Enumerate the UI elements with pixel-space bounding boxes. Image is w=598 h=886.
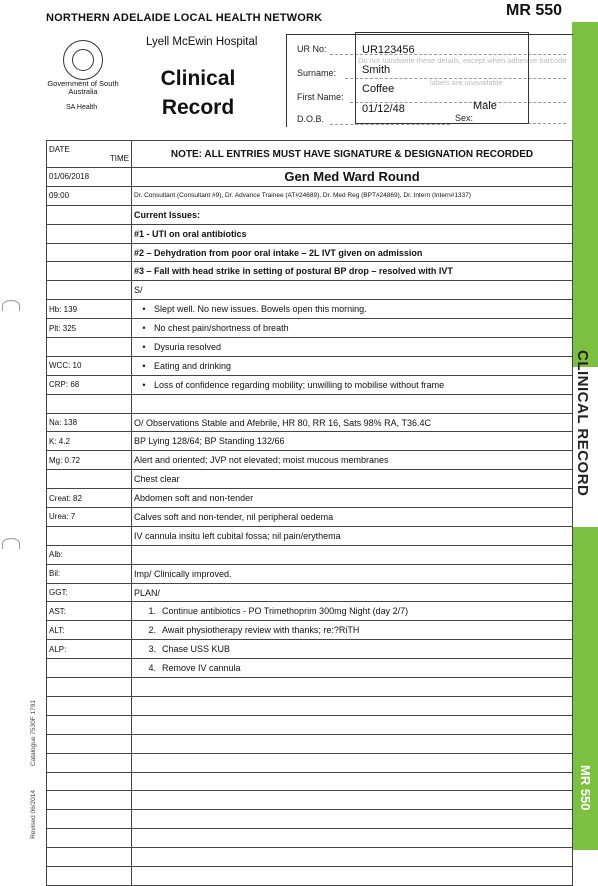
table-row <box>47 394 573 413</box>
date-header: DATE <box>49 145 70 154</box>
date-time-cell <box>47 526 132 545</box>
table-row <box>47 545 573 564</box>
bullet-icon: • <box>142 360 146 371</box>
entry-cell: PLAN/ <box>132 583 573 602</box>
title-line-1: Clinical <box>160 67 236 90</box>
entry-cell <box>132 791 573 810</box>
entry-cell <box>132 319 573 338</box>
entry-cell: O/ Observations Stable and Afebrile, HR 80, RR 16, Sats 98% RA, T36.4C <box>132 413 573 432</box>
entry-cell <box>132 753 573 772</box>
entry-cell: Chest clear <box>132 470 573 489</box>
date-time-cell: ALT: <box>47 621 132 640</box>
entry-cell: Current Issues: <box>132 205 573 224</box>
entry-text: Slept well. No new issues. Bowels open this morning. <box>154 304 367 315</box>
table-row <box>47 791 573 810</box>
table-row <box>47 678 573 697</box>
entry-text: Await physiotherapy review with thanks; re:?RiTH <box>162 625 360 636</box>
entry-cell: Dr. Consultant (Consultant #9), Dr. Advance Trainee (AT#24689), Dr. Med Reg (BPT#24869), Dr. Intern (Intern#1337) <box>132 186 573 205</box>
date-time-cell <box>47 866 132 885</box>
title-line-2: Record <box>161 96 235 119</box>
date-time-cell <box>47 678 132 697</box>
date-time-cell <box>47 470 132 489</box>
date-time-cell <box>47 394 132 413</box>
table-row <box>47 489 573 508</box>
table-row <box>47 451 573 470</box>
date-time-cell: ALP: <box>47 640 132 659</box>
bullet-icon: • <box>142 379 146 390</box>
firstname-label: First Name: <box>297 92 344 102</box>
table-row <box>47 300 573 319</box>
date-time-cell: AST: <box>47 602 132 621</box>
surname-label: Surname: <box>297 68 337 78</box>
date-time-cell: Na: 138 <box>47 413 132 432</box>
entry-cell <box>132 338 573 357</box>
table-row <box>47 508 573 527</box>
entry-cell: BP Lying 128/64; BP Standing 132/66 <box>132 432 573 451</box>
hole-punch-mark <box>2 300 20 311</box>
table-row <box>47 526 573 545</box>
date-time-cell: WCC: 10 <box>47 356 132 375</box>
date-time-cell <box>47 224 132 243</box>
table-row <box>47 753 573 772</box>
table-row <box>47 375 573 394</box>
table-row <box>47 224 573 243</box>
table-row <box>47 659 573 678</box>
entry-cell <box>132 545 573 564</box>
sa-health-label: SA Health <box>66 104 98 111</box>
sa-government-crest-icon <box>63 40 103 80</box>
table-row <box>47 205 573 224</box>
entry-cell <box>132 621 573 640</box>
date-time-cell <box>47 810 132 829</box>
date-time-cell: Hb: 139 <box>47 300 132 319</box>
instruction-text: Do not handwrite these details, except when adhesive barcode <box>358 56 567 65</box>
ur-value: UR123456 <box>362 44 415 56</box>
entry-text: Eating and drinking <box>154 360 232 371</box>
bullet-icon: • <box>142 341 146 352</box>
date-time-cell: 01/06/2018 <box>47 168 132 187</box>
entry-cell: Calves soft and non-tender, nil peripheral oedema <box>132 508 573 527</box>
catalogue-number: Catalogue 7530F 1791 <box>30 700 37 767</box>
entry-text: No chest pain/shortness of breath <box>154 323 289 334</box>
table-row <box>47 866 573 885</box>
table-row <box>47 564 573 583</box>
table-row <box>47 696 573 715</box>
table-row <box>47 772 573 791</box>
entry-cell <box>132 602 573 621</box>
date-time-cell: 09:00 <box>47 186 132 205</box>
date-time-cell: Plt: 325 <box>47 319 132 338</box>
table-row <box>47 583 573 602</box>
table-row <box>47 715 573 734</box>
table-row <box>47 432 573 451</box>
table-header-row <box>47 141 573 168</box>
date-time-cell: GGT: <box>47 583 132 602</box>
entry-text: Continue antibiotics - PO Trimethoprim 300mg Night (day 2/7) <box>162 606 409 617</box>
dob-value: 01/12/48 <box>362 103 405 115</box>
signature-note-header: NOTE: ALL ENTRIES MUST HAVE SIGNATURE & DESIGNATION RECORDED <box>132 141 573 168</box>
entry-cell: S/ <box>132 281 573 300</box>
plan-number: 2. <box>148 625 156 636</box>
date-time-cell <box>47 715 132 734</box>
entry-cell <box>132 866 573 885</box>
revision-date: Revised 06/2014 <box>30 790 37 839</box>
table-row <box>47 186 573 205</box>
table-row <box>47 621 573 640</box>
plan-number: 4. <box>148 663 156 674</box>
entry-cell <box>132 659 573 678</box>
date-time-cell: Creat: 82 <box>47 489 132 508</box>
date-time-cell <box>47 753 132 772</box>
entry-text: Dysuria resolved <box>154 341 222 352</box>
date-time-cell: Urea: 7 <box>47 508 132 527</box>
entry-cell <box>132 375 573 394</box>
government-label: Government of South Australia <box>47 79 119 96</box>
table-row <box>47 338 573 357</box>
date-time-cell: Bil: <box>47 564 132 583</box>
date-time-cell <box>47 696 132 715</box>
date-time-cell <box>47 338 132 357</box>
entry-cell <box>132 356 573 375</box>
entry-cell <box>132 772 573 791</box>
sex-label: Sex: <box>455 113 474 123</box>
table-row <box>47 319 573 338</box>
entry-cell: Alert and oriented; JVP not elevated; moist mucous membranes <box>132 451 573 470</box>
time-header: TIME <box>109 154 129 163</box>
entry-text: Chase USS KUB <box>162 644 231 655</box>
form-code: MR 550 <box>506 2 563 19</box>
table-row <box>47 168 573 187</box>
bullet-icon: • <box>142 304 146 315</box>
entry-cell <box>132 300 573 319</box>
progress-notes-table <box>46 140 573 886</box>
table-row <box>47 829 573 848</box>
patient-label-sticker <box>355 32 529 124</box>
instruction-text-2: labels are unavailable <box>430 78 503 87</box>
entry-text: Loss of confidence regarding mobility; unwilling to mobilise without frame <box>154 379 445 390</box>
entry-cell <box>132 715 573 734</box>
entry-cell: Abdomen soft and non-tender <box>132 489 573 508</box>
bullet-icon: • <box>142 323 146 334</box>
table-row <box>47 470 573 489</box>
date-time-cell <box>47 281 132 300</box>
firstname-value: Coffee <box>362 83 395 95</box>
date-time-cell <box>47 262 132 281</box>
entry-cell: #3 – Fall with head strike in setting of postural BP drop – resolved with IVT <box>132 262 573 281</box>
table-row <box>47 243 573 262</box>
table-row <box>47 262 573 281</box>
ward-round-title: Gen Med Ward Round <box>132 168 573 187</box>
entry-cell <box>132 829 573 848</box>
entry-cell <box>132 640 573 659</box>
table-row <box>47 281 573 300</box>
entry-cell <box>132 696 573 715</box>
date-time-cell <box>47 772 132 791</box>
network-name: NORTHERN ADELAIDE LOCAL HEALTH NETWORK <box>46 12 323 24</box>
table-row <box>47 413 573 432</box>
plan-number: 1. <box>148 606 156 617</box>
date-time-cell <box>47 829 132 848</box>
date-time-cell <box>47 243 132 262</box>
entry-cell: #2 – Dehydration from poor oral intake – 2L IVT given on admission <box>132 243 573 262</box>
date-time-cell <box>47 848 132 867</box>
date-time-cell: Mg: 0.72 <box>47 451 132 470</box>
date-time-cell <box>47 734 132 753</box>
dob-label: D.O.B. <box>297 114 325 124</box>
table-row <box>47 734 573 753</box>
page-title <box>148 64 248 122</box>
plan-number: 3. <box>148 644 156 655</box>
hole-punch-mark <box>2 538 20 549</box>
entry-text: Remove IV cannula <box>162 663 241 674</box>
entry-cell <box>132 810 573 829</box>
entry-cell <box>132 734 573 753</box>
table-row <box>47 640 573 659</box>
entry-cell: #1 - UTI on oral antibiotics <box>132 224 573 243</box>
entry-cell: Imp/ Clinically improved. <box>132 564 573 583</box>
ur-label: UR No: <box>297 44 327 54</box>
date-time-cell <box>47 791 132 810</box>
hospital-name: Lyell McEwin Hospital <box>146 36 258 48</box>
date-time-cell: K: 4.2 <box>47 432 132 451</box>
table-row <box>47 356 573 375</box>
entry-cell <box>132 848 573 867</box>
sex-value: Male <box>473 100 497 112</box>
entry-cell <box>132 394 573 413</box>
date-time-cell <box>47 659 132 678</box>
table-row <box>47 810 573 829</box>
table-row <box>47 602 573 621</box>
date-time-cell: CRP: 68 <box>47 375 132 394</box>
side-clinical-record: CLINICAL RECORD <box>574 350 591 497</box>
date-time-cell <box>47 205 132 224</box>
side-form-code: MR 550 <box>578 765 593 811</box>
surname-value: Smith <box>362 64 391 76</box>
date-time-header <box>47 141 132 168</box>
entry-cell <box>132 678 573 697</box>
date-time-cell: Alb: <box>47 545 132 564</box>
entry-cell: IV cannula insitu left cubital fossa; nil pain/erythema <box>132 526 573 545</box>
table-row <box>47 848 573 867</box>
